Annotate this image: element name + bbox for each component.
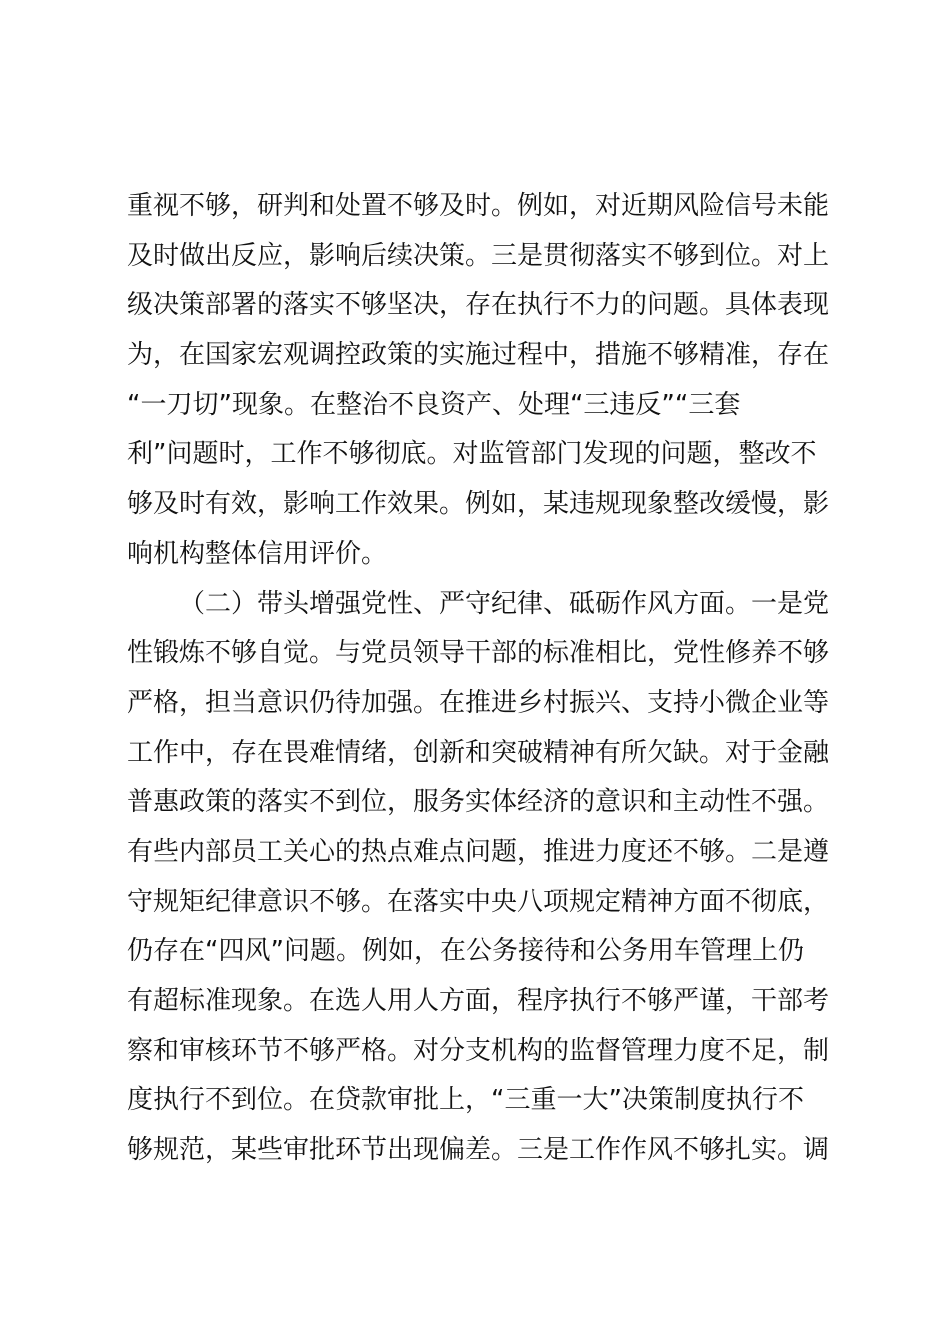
text-line: 有超标准现象。在选人用人方面，程序执行不够严谨，干部考 [127, 986, 830, 1016]
text-line: 够及时有效，影响工作效果。例如，某违规现象整改缓慢，影 [127, 489, 830, 520]
text-line: 及时做出反应，影响后续决策。三是贯彻落实不够到位。对上 [127, 240, 830, 271]
body-text [127, 182, 837, 1176]
text-line: 利”问题时，工作不够彻底。对监管部门发现的问题，整改不 [127, 439, 817, 470]
text-line: 有些内部员工关心的热点难点问题，推进力度还不够。二是遵 [127, 836, 830, 867]
text-line: 度执行不到位。在贷款审批上，“三重一大”决策制度执行不 [127, 1085, 804, 1116]
text-line: 仍存在“四风”问题。例如，在公务接待和公务用车管理上仍 [127, 936, 804, 967]
text-line: 级决策部署的落实不够坚决，存在执行不力的问题。具体表现 [127, 290, 830, 321]
text-line: 重视不够，研判和处置不够及时。例如，对近期风险信号未能 [127, 191, 830, 221]
text-line: 守规矩纪律意识不够。在落实中央八项规定精神方面不彻底， [127, 886, 830, 917]
text-line: 严格，担当意识仍待加强。在推进乡村振兴、支持小微企业等 [127, 687, 830, 718]
text-line: 够规范，某些审批环节出现偏差。三是工作作风不够扎实。调 [127, 1135, 830, 1166]
text-line: “一刀切”现象。在整治不良资产、处理“三违反”“三套 [127, 389, 741, 420]
section-heading-line: （二）带头增强党性、严守纪律、砥砺作风方面。一是党 [179, 588, 830, 619]
text-line: 普惠政策的落实不到位，服务实体经济的意识和主动性不强。 [127, 787, 830, 818]
text-line: 性锻炼不够自觉。与党员领导干部的标准相比，党性修养不够 [127, 638, 830, 669]
text-line: 察和审核环节不够严格。对分支机构的监督管理力度不足，制 [127, 1035, 830, 1066]
text-line: 工作中，存在畏难情绪，创新和突破精神有所欠缺。对于金融 [127, 737, 830, 768]
text-line: 响机构整体信用评价。 [127, 538, 388, 569]
text-line: 为，在国家宏观调控政策的实施过程中，措施不够精准，存在 [127, 340, 830, 371]
